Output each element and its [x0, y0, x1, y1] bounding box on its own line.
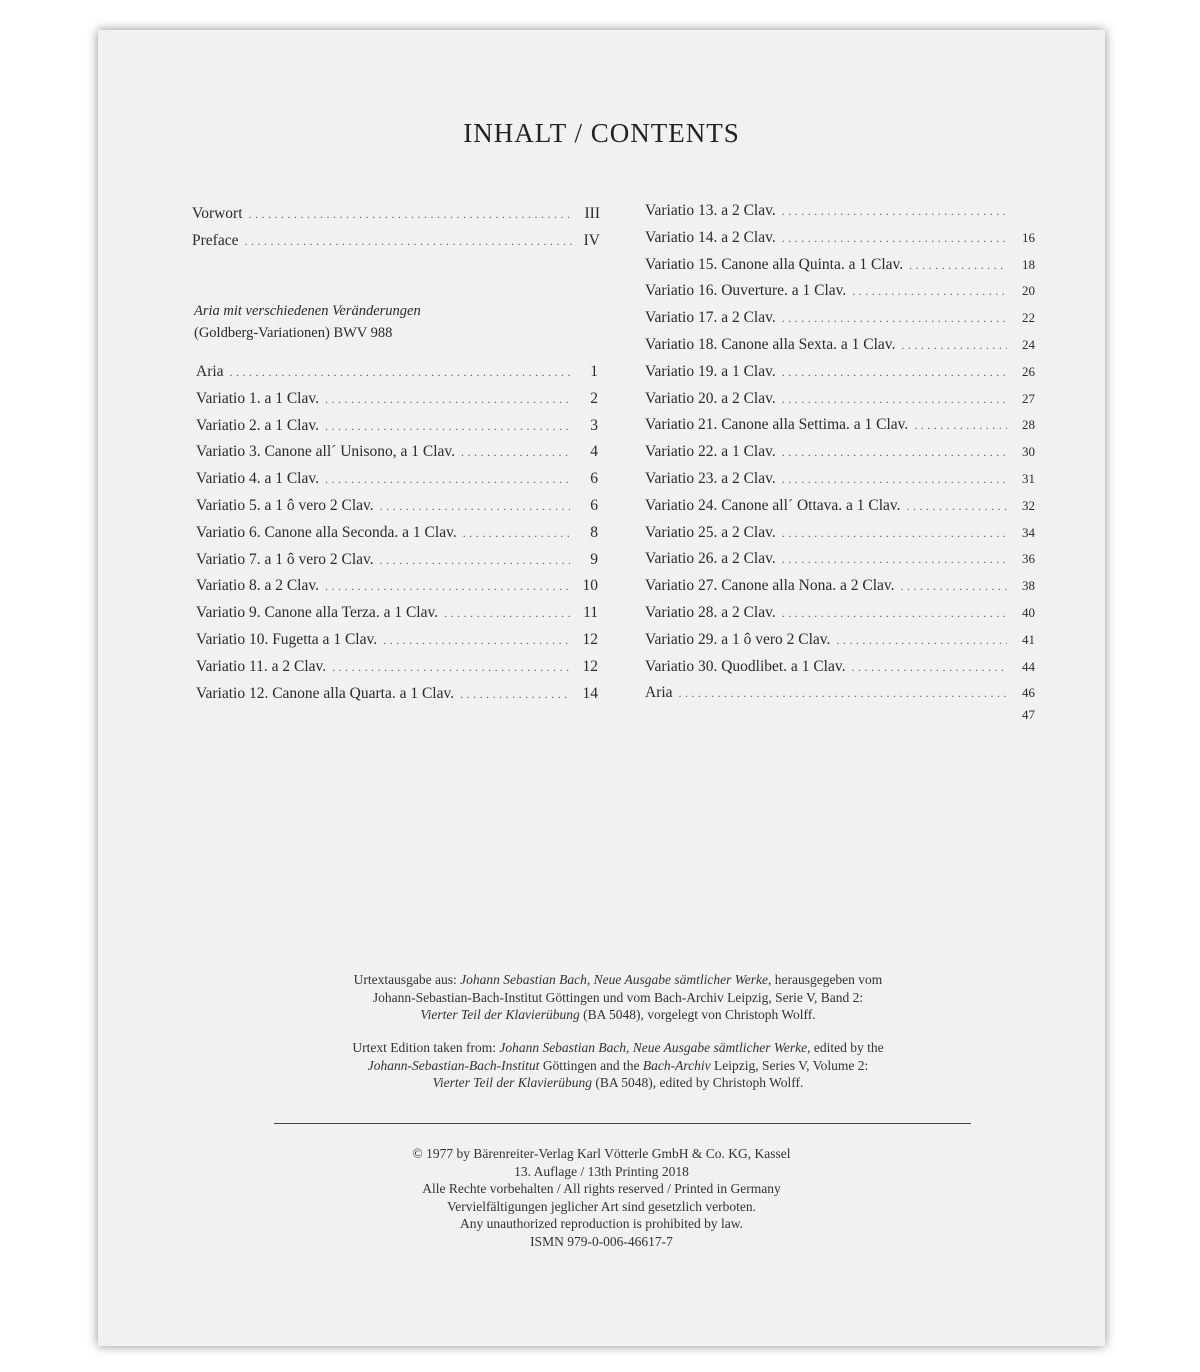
copyright-line: ISMN 979-0-006-46617-7 [530, 1233, 673, 1249]
credit-de-e: Vierter Teil der Klavierübung [420, 1007, 580, 1022]
dot-leader [914, 418, 1007, 433]
entry-page-number: 20 [1022, 283, 1035, 299]
work-title [194, 300, 421, 344]
copyright-line: Vervielfältigungen jeglicher Art sind gesetzlich verboten. [447, 1198, 756, 1214]
entry-title: Variatio 8. a 2 Clav. [196, 577, 319, 595]
contents-row [645, 497, 1035, 524]
entry-page-number: 2 [590, 389, 598, 407]
contents-right-column [645, 202, 1035, 727]
credit-en-c: , edited by the [807, 1040, 884, 1055]
credit-german [288, 971, 948, 1024]
entry-title: Variatio 28. a 2 Clav. [645, 603, 776, 621]
entry-page-number: 14 [582, 684, 598, 702]
contents-left-column [192, 205, 600, 259]
copyright-line: © 1977 by Bärenreiter-Verlag Karl Vötterle GmbH & Co. KG, Kassel [412, 1146, 791, 1161]
dot-leader [782, 365, 1007, 380]
copyright-line: 13. Auflage / 13th Printing 2018 [514, 1163, 689, 1179]
contents-row [645, 202, 1035, 229]
contents-row [645, 390, 1035, 417]
final-page-number-row [645, 707, 1035, 727]
credit-de-d: Johann-Sebastian-Bach-Institut Göttingen und vom Bach-Archiv Leipzig, Serie V, Band 2: [372, 989, 864, 1005]
credit-en-e: Göttingen and the [539, 1057, 643, 1073]
entry-page-number: 31 [1022, 470, 1035, 486]
entry-title: Aria [196, 363, 224, 380]
credit-en-d: Johann-Sebastian-Bach-Institut [367, 1057, 540, 1073]
entry-title: Variatio 19. a 1 Clav. [645, 362, 776, 380]
entry-title: Variatio 17. a 2 Clav. [645, 309, 776, 327]
dot-leader [782, 392, 1007, 407]
contents-row [645, 363, 1035, 390]
entry-page-number: 9 [590, 550, 598, 568]
dot-leader [444, 606, 570, 621]
dot-leader [782, 311, 1007, 326]
contents-row [645, 631, 1035, 658]
page-title: INHALT / CONTENTS [463, 118, 740, 148]
entry-title: Variatio 22. a 1 Clav. [645, 443, 776, 461]
dot-leader [332, 660, 570, 675]
entry-page-number: III [584, 205, 600, 222]
contents-row [645, 524, 1035, 551]
entry-page-number: 10 [582, 577, 598, 595]
entry-page-number: 16 [1022, 229, 1035, 245]
entry-title: Variatio 18. Canone alla Sexta. a 1 Clav. [645, 335, 896, 353]
contents-row [196, 497, 598, 524]
entry-title: Variatio 6. Canone alla Seconda. a 1 Clav. [196, 523, 457, 541]
entry-page-number: 6 [590, 470, 598, 488]
contents-row [645, 309, 1035, 336]
dot-leader [782, 606, 1007, 621]
entry-page-number: 27 [1022, 390, 1035, 406]
entry-page-number: 32 [1022, 497, 1035, 513]
entry-page-number: 22 [1022, 310, 1035, 326]
dot-leader [782, 445, 1007, 460]
entry-page-number: 30 [1022, 444, 1035, 460]
entry-title: Variatio 3. Canone all´ Unisono, a 1 Clav. [196, 443, 455, 461]
dot-leader [325, 579, 570, 594]
credit-en-a: Urtext Edition taken from: [352, 1040, 500, 1055]
credit-en-g: Leipzig, Series V, Volume 2: [710, 1057, 869, 1073]
entry-title: Variatio 24. Canone all´ Ottava. a 1 Clav. [645, 496, 901, 514]
entry-title: Variatio 30. Quodlibet. a 1 Clav. [645, 657, 846, 675]
front-matter-list [192, 205, 600, 259]
copyright-line: Any unauthorized reproduction is prohibited by law. [460, 1216, 743, 1231]
contents-row [645, 470, 1035, 497]
entry-title: Variatio 23. a 2 Clav. [645, 469, 776, 487]
credit-english [288, 1039, 948, 1092]
credit-de-c: , herausgegeben vom [767, 972, 883, 987]
entry-page-number: 41 [1022, 631, 1035, 647]
contents-row [645, 256, 1035, 283]
entry-title: Variatio 5. a 1 ô vero 2 Clav. [196, 496, 374, 514]
entry-page-number: 44 [1022, 658, 1035, 674]
entry-title: Variatio 16. Ouverture. a 1 Clav. [645, 282, 847, 300]
dot-leader [782, 204, 1007, 219]
entry-page-number: 36 [1022, 551, 1035, 567]
work-title-line2: (Goldberg-Variationen) BWV 988 [194, 325, 393, 341]
contents-row [196, 470, 598, 497]
contents-row [645, 604, 1035, 631]
credit-de-b: Johann Sebastian Bach, Neue Ausgabe sämtlicher Werke [460, 972, 768, 987]
dot-leader [782, 526, 1007, 541]
document-page [98, 30, 1105, 1346]
left-entries [196, 363, 598, 711]
dot-leader [909, 258, 1007, 273]
entry-page-number: 28 [1022, 417, 1035, 433]
entry-title: Variatio 2. a 1 Clav. [196, 416, 319, 434]
dot-leader [460, 687, 570, 702]
dot-leader [851, 660, 1007, 675]
entry-title: Preface [192, 231, 239, 249]
work-title-line1: Aria mit verschiedenen Veränderungen [194, 303, 421, 319]
entry-page-number: 12 [582, 657, 598, 675]
entry-page-number: 1 [590, 363, 598, 380]
contents-row [196, 363, 598, 390]
entry-page-number: 11 [583, 604, 598, 622]
dot-leader [782, 472, 1007, 487]
entry-title: Variatio 13. a 2 Clav. [645, 202, 776, 219]
dot-leader [836, 633, 1007, 648]
contents-row [192, 205, 600, 232]
credit-en-b: Johann Sebastian Bach, Neue Ausgabe sämtlicher Werke [499, 1040, 808, 1055]
dot-leader [852, 284, 1007, 299]
dot-leader [461, 445, 570, 460]
contents-row [196, 417, 598, 444]
dot-leader [901, 579, 1007, 594]
final-page-number: 47 [1022, 707, 1035, 723]
dot-leader [380, 553, 570, 568]
entry-title: Variatio 7. a 1 ô vero 2 Clav. [196, 550, 374, 568]
entry-page-number: 46 [1022, 685, 1035, 701]
dot-leader [679, 686, 1007, 701]
contents-row [645, 416, 1035, 443]
credit-de-a: Urtextausgabe aus: [353, 972, 461, 987]
dot-leader [383, 633, 570, 648]
entry-title: Variatio 21. Canone alla Settima. a 1 Clav. [645, 416, 909, 434]
dot-leader [463, 526, 570, 541]
credit-en-h: Vierter Teil der Klavierübung [432, 1075, 592, 1090]
contents-row [196, 524, 598, 551]
entry-title: Variatio 29. a 1 ô vero 2 Clav. [645, 630, 831, 648]
contents-row [645, 282, 1035, 309]
contents-row [196, 685, 598, 712]
entry-title: Variatio 27. Canone alla Nona. a 2 Clav. [645, 577, 895, 595]
contents-row [645, 336, 1035, 363]
contents-row [196, 443, 598, 470]
dot-leader [901, 338, 1007, 353]
dot-leader [325, 419, 570, 434]
dot-leader [907, 499, 1007, 514]
entry-page-number: 40 [1022, 604, 1035, 620]
entry-page-number: 18 [1022, 256, 1035, 272]
entry-title: Variatio 1. a 1 Clav. [196, 389, 319, 407]
entry-title: Variatio 26. a 2 Clav. [645, 550, 776, 568]
entry-title: Variatio 12. Canone alla Quarta. a 1 Clav. [196, 684, 455, 702]
contents-left-list [196, 363, 598, 711]
dot-leader [782, 231, 1007, 246]
copyright-line: Alle Rechte vorbehalten / All rights reserved / Printed in Germany [422, 1181, 781, 1196]
contents-row [645, 577, 1035, 604]
contents-row [196, 631, 598, 658]
credit-en-i: (BA 5048), edited by Christoph Wolff. [591, 1075, 804, 1090]
right-entries [645, 202, 1035, 711]
copyright-block [98, 1145, 1105, 1250]
dot-leader [782, 552, 1007, 567]
dot-leader [244, 234, 572, 249]
contents-row [196, 658, 598, 685]
entry-title: Variatio 25. a 2 Clav. [645, 523, 776, 541]
entry-page-number: 3 [590, 416, 598, 434]
entry-page-number: 12 [582, 630, 598, 648]
contents-row [645, 229, 1035, 256]
entry-title: Variatio 11. a 2 Clav. [196, 657, 327, 675]
entry-title: Vorwort [192, 205, 243, 222]
contents-row [196, 604, 598, 631]
entry-title: Variatio 15. Canone alla Quinta. a 1 Clav. [645, 255, 904, 273]
entry-page-number: IV [583, 231, 600, 249]
entry-title: Variatio 4. a 1 Clav. [196, 470, 319, 488]
contents-row [192, 232, 600, 259]
entry-title: Aria [645, 684, 673, 702]
contents-row [196, 551, 598, 578]
credit-de-f: (BA 5048), vorgelegt von Christoph Wolff. [579, 1007, 816, 1022]
dot-leader [325, 472, 570, 487]
dot-leader [380, 499, 570, 514]
contents-row [196, 390, 598, 417]
contents-row [645, 443, 1035, 470]
dot-leader [249, 207, 572, 222]
entry-title: Variatio 14. a 2 Clav. [645, 228, 776, 246]
divider-rule [274, 1123, 971, 1124]
entry-page-number: 8 [590, 523, 598, 541]
credit-en-f: Bach-Archiv [642, 1057, 711, 1073]
dot-leader [325, 392, 570, 407]
dot-leader [230, 365, 570, 380]
contents-row [645, 550, 1035, 577]
entry-page-number: 24 [1022, 336, 1035, 352]
entry-title: Variatio 9. Canone alla Terza. a 1 Clav. [196, 604, 439, 622]
contents-row [645, 658, 1035, 685]
entry-title: Variatio 20. a 2 Clav. [645, 389, 776, 407]
entry-title: Variatio 10. Fugetta a 1 Clav. [196, 630, 378, 648]
entry-page-number: 26 [1022, 363, 1035, 379]
contents-row [196, 577, 598, 604]
entry-page-number: 4 [590, 443, 598, 461]
entry-page-number: 34 [1022, 524, 1035, 540]
entry-page-number: 38 [1022, 578, 1035, 594]
entry-page-number: 6 [590, 496, 598, 514]
